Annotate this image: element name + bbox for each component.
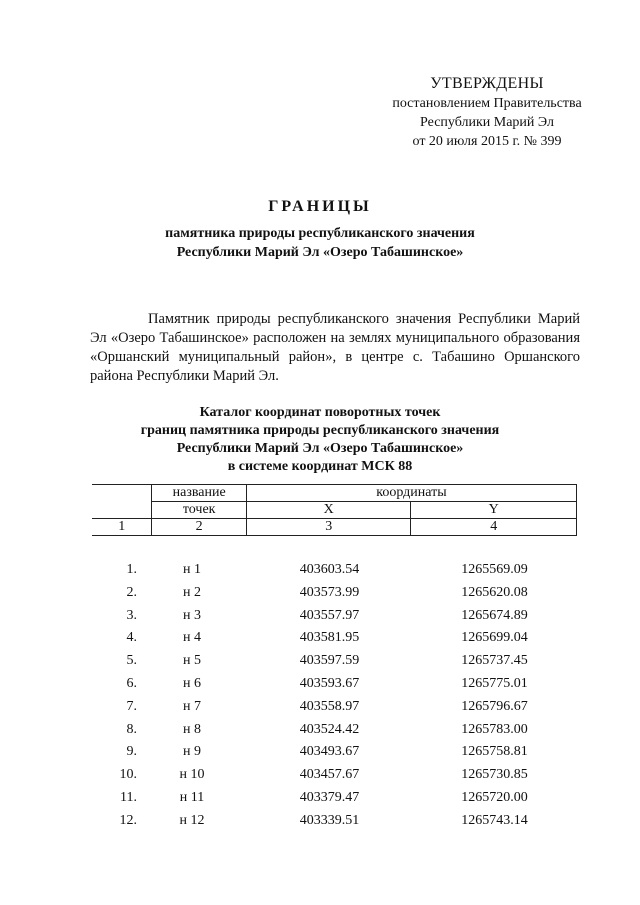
approval-line: Республики Марий Эл — [420, 115, 554, 130]
catalog-line: в системе координат МСК 88 — [227, 459, 413, 474]
table-row — [92, 719, 577, 742]
row-number: 6. — [126, 675, 137, 691]
table-row — [92, 605, 577, 628]
document-title: ГРАНИЦЫ — [268, 198, 372, 215]
coordinates-rows — [92, 559, 577, 833]
header-empty — [92, 485, 152, 519]
y-value: 1265775.01 — [461, 675, 528, 691]
row-number: 11. — [120, 789, 137, 805]
y-value: 1265737.45 — [461, 653, 528, 669]
table-row — [92, 650, 577, 673]
y-value: 1265758.81 — [461, 744, 528, 760]
y-value: 1265569.09 — [461, 562, 528, 577]
point-name: н 4 — [183, 630, 201, 646]
col-number: 3 — [246, 519, 411, 536]
coordinates-table-header — [92, 484, 577, 536]
point-name: н 1 — [183, 562, 201, 577]
y-value: 1265783.00 — [461, 721, 528, 737]
row-number: 10. — [119, 767, 137, 783]
x-value: 403524.42 — [299, 721, 360, 737]
row-number: 12. — [119, 812, 137, 828]
catalog-line: Республики Марий Эл «Озеро Табашинское» — [176, 441, 464, 456]
table-row — [92, 764, 577, 787]
x-value: 403581.95 — [299, 630, 360, 646]
row-number: 4. — [126, 630, 137, 646]
row-number: 5. — [126, 653, 137, 669]
header-name: название — [152, 485, 247, 502]
description-paragraph — [90, 310, 580, 386]
y-value: 1265620.08 — [461, 584, 528, 600]
y-value: 1265743.14 — [461, 812, 528, 828]
col-number: 2 — [152, 519, 247, 536]
table-row — [92, 787, 577, 810]
y-value: 1265674.89 — [461, 607, 528, 623]
x-value: 403557.97 — [299, 607, 360, 623]
row-number: 1. — [126, 562, 137, 577]
x-value: 403379.47 — [299, 789, 360, 805]
table-row — [92, 673, 577, 696]
x-value: 403339.51 — [299, 812, 360, 828]
x-value: 403558.97 — [299, 698, 360, 714]
point-name: н 7 — [183, 698, 201, 714]
point-name: н 10 — [179, 767, 205, 783]
point-name: н 6 — [183, 675, 201, 691]
point-name: н 9 — [183, 744, 201, 760]
header-name-2: точек — [152, 502, 247, 519]
y-value: 1265720.00 — [461, 789, 528, 805]
subtitle-line: Республики Марий Эл «Озеро Табашинское» — [176, 245, 464, 260]
catalog-line: границ памятника природы республиканского значения — [140, 423, 500, 438]
approval-block — [372, 74, 602, 151]
point-name: н 8 — [183, 721, 201, 737]
row-number: 3. — [126, 607, 137, 623]
header-x: X — [246, 502, 411, 519]
row-number: 8. — [126, 721, 137, 737]
y-value: 1265699.04 — [461, 630, 528, 646]
point-name: н 5 — [183, 653, 201, 669]
approval-line: постановлением Правительства — [392, 96, 582, 111]
col-number: 4 — [411, 519, 577, 536]
y-value: 1265796.67 — [461, 698, 528, 714]
table-row — [92, 582, 577, 605]
subtitle-line: памятника природы республиканского значения — [165, 226, 475, 241]
x-value: 403573.99 — [299, 584, 360, 600]
point-name: н 2 — [183, 584, 201, 600]
header-y: Y — [411, 502, 577, 519]
x-value: 403603.54 — [299, 562, 360, 577]
paragraph-text: Памятник природы республиканского значения Республики Марий Эл «Озеро Табашинское» расположен на землях муниципального образования «Оршанский муниципальный район», в центре с. Табашино Оршанского района Республики Марий Эл. — [90, 311, 580, 384]
x-value: 403457.67 — [299, 767, 360, 783]
x-value: 403593.67 — [299, 675, 360, 691]
document-subtitle — [0, 224, 640, 262]
x-value: 403597.59 — [299, 653, 360, 669]
table-row — [92, 741, 577, 764]
point-name: н 11 — [179, 789, 205, 805]
row-number: 7. — [126, 698, 137, 714]
table-row — [92, 810, 577, 833]
catalog-heading — [0, 404, 640, 476]
header-coordinates: координаты — [246, 485, 576, 502]
table-row — [92, 696, 577, 719]
y-value: 1265730.85 — [461, 767, 528, 783]
point-name: н 3 — [183, 607, 201, 623]
table-row — [92, 627, 577, 650]
row-number: 2. — [126, 584, 137, 600]
approval-date: от 20 июля 2015 г. № 399 — [412, 134, 562, 149]
row-number: 9. — [126, 744, 137, 760]
catalog-line: Каталог координат поворотных точек — [199, 405, 441, 420]
point-name: н 12 — [179, 812, 205, 828]
table-row — [92, 559, 577, 582]
col-number: 1 — [92, 519, 152, 536]
approval-title: УТВЕРЖДЕНЫ — [430, 75, 544, 92]
x-value: 403493.67 — [299, 744, 360, 760]
